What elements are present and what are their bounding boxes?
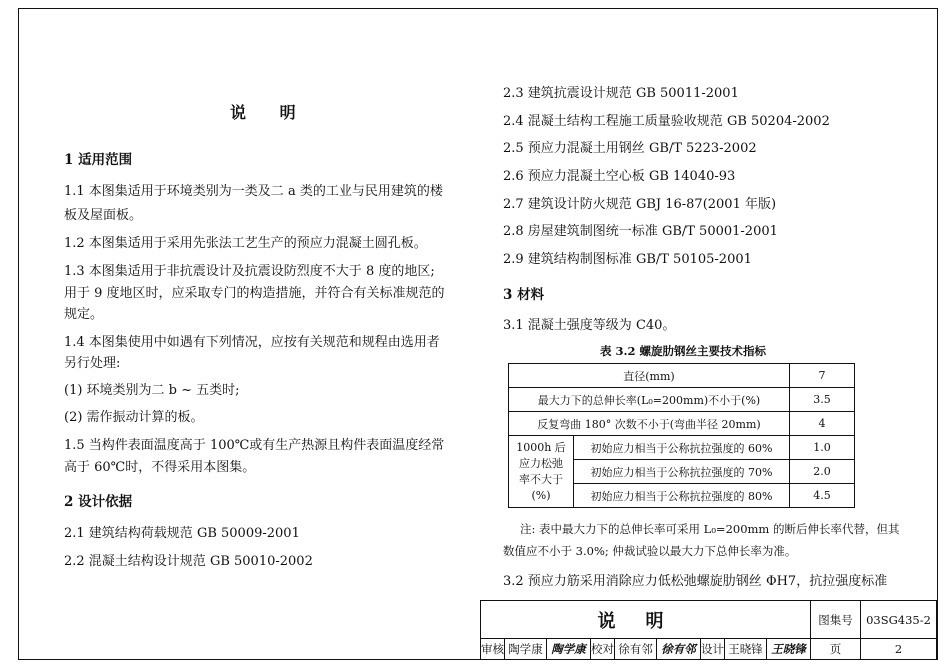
- title-block-name: 说明: [481, 601, 811, 639]
- page-title: 说 明: [230, 103, 310, 122]
- table-row: [509, 412, 855, 436]
- group-label-line: 率不大于: [519, 472, 563, 486]
- table-row: [509, 364, 855, 388]
- table-note-a: 注: 表中最大力下的总伸长率可采用 L₀=200mm 的断后伸长率代替，但其: [520, 522, 900, 536]
- para-2-1: 2.1 建筑结构荷载规范 GB 50009-2001: [64, 526, 300, 541]
- table-cell: 2.0: [790, 460, 855, 484]
- table-cell: 初始应力相当于公称抗拉强度的 60%: [574, 436, 790, 460]
- table-note-b: 数值应不小于 3.0%; 仲裁试验以最大力下总伸长率为准。: [503, 544, 797, 558]
- reviewer-name: 陶学康: [505, 639, 547, 660]
- para-1-4c: (1) 环境类别为二 b ~ 五类时;: [64, 383, 240, 398]
- para-2-7: 2.7 建筑设计防火规范 GBJ 16-87(2001 年版): [503, 197, 777, 212]
- para-1-1a: 1.1 本图集适用于环境类别为一类及二 a 类的工业与民用建筑的楼: [64, 184, 443, 199]
- title-block: [480, 600, 938, 660]
- para-1-4d: (2) 需作振动计算的板。: [64, 410, 204, 425]
- table-cell: 直径(mm): [509, 364, 790, 388]
- group-label-line: (%): [531, 488, 551, 502]
- para-1-3a: 1.3 本图集适用于非抗震设计及抗震设防烈度不大于 8 度的地区;: [64, 264, 435, 279]
- designer-name: 王晓锋: [725, 639, 767, 660]
- checker-name: 徐有邻: [615, 639, 657, 660]
- reviewer-signature: 陶学康: [547, 639, 591, 660]
- para-1-3b: 用于 9 度地区时，应采取专门的构造措施，并符合有关标准规范的: [64, 286, 445, 301]
- table-group-label: [509, 436, 574, 508]
- section-1-heading: 1 适用范围: [64, 152, 133, 168]
- check-label: 校对: [591, 639, 615, 660]
- design-label: 设计: [701, 639, 725, 660]
- para-2-2: 2.2 混凝土结构设计规范 GB 50010-2002: [64, 554, 313, 569]
- section-3-heading: 3 材料: [503, 287, 545, 303]
- checker-signature: 徐有邻: [657, 639, 701, 660]
- para-1-3c: 规定。: [64, 307, 104, 322]
- atlas-label: 图集号: [811, 601, 861, 639]
- para-2-8: 2.8 房屋建筑制图统一标准 GB/T 50001-2001: [503, 224, 778, 239]
- para-3-2: 3.2 预应力筋采用消除应力低松弛螺旋肋钢丝 ΦH7，抗拉强度标准: [503, 574, 888, 589]
- para-2-6: 2.6 预应力混凝土空心板 GB 14040-93: [503, 169, 736, 184]
- table-cell: 初始应力相当于公称抗拉强度的 80%: [574, 484, 790, 508]
- spec-table: [508, 363, 855, 508]
- page-label: 页: [811, 639, 861, 660]
- para-2-3: 2.3 建筑抗震设计规范 GB 50011-2001: [503, 86, 739, 101]
- table-cell: 1.0: [790, 436, 855, 460]
- table-cell: 最大力下的总伸长率(L₀=200mm)不小于(%): [509, 388, 790, 412]
- para-1-5a: 1.5 当构件表面温度高于 100℃或有生产热源且构件表面温度经常: [64, 438, 445, 453]
- para-3-1: 3.1 混凝土强度等级为 C40。: [503, 318, 676, 333]
- para-1-1b: 板及屋面板。: [64, 208, 143, 223]
- atlas-number: 03SG435-2: [861, 601, 937, 639]
- para-2-4: 2.4 混凝土结构工程施工质量验收规范 GB 50204-2002: [503, 114, 830, 129]
- group-label-line: 1000h 后: [516, 440, 566, 454]
- designer-signature: 王晓锋: [767, 639, 811, 660]
- table-cell: 初始应力相当于公称抗拉强度的 70%: [574, 460, 790, 484]
- table-row: [509, 388, 855, 412]
- para-2-9: 2.9 建筑结构制图标准 GB/T 50105-2001: [503, 252, 752, 267]
- table-cell: 3.5: [790, 388, 855, 412]
- table-cell: 4.5: [790, 484, 855, 508]
- table-cell: 反复弯曲 180° 次数不小于(弯曲半径 20mm): [509, 412, 790, 436]
- table-caption: 表 3.2 螺旋肋钢丝主要技术指标: [600, 344, 767, 358]
- table-cell: 7: [790, 364, 855, 388]
- para-1-4a: 1.4 本图集使用中如遇有下列情况，应按有关规范和规程由选用者: [64, 335, 440, 350]
- table-cell: 4: [790, 412, 855, 436]
- table-row: [509, 436, 855, 460]
- para-1-4b: 另行处理:: [64, 356, 121, 371]
- para-1-2: 1.2 本图集适用于采用先张法工艺生产的预应力混凝土圆孔板。: [64, 236, 427, 251]
- review-label: 审核: [481, 639, 505, 660]
- page-number: 2: [861, 639, 937, 660]
- section-2-heading: 2 设计依据: [64, 494, 133, 510]
- group-label-line: 应力松弛: [519, 456, 563, 470]
- para-2-5: 2.5 预应力混凝土用钢丝 GB/T 5223-2002: [503, 141, 757, 156]
- para-1-5b: 高于 60℃时，不得采用本图集。: [64, 460, 256, 475]
